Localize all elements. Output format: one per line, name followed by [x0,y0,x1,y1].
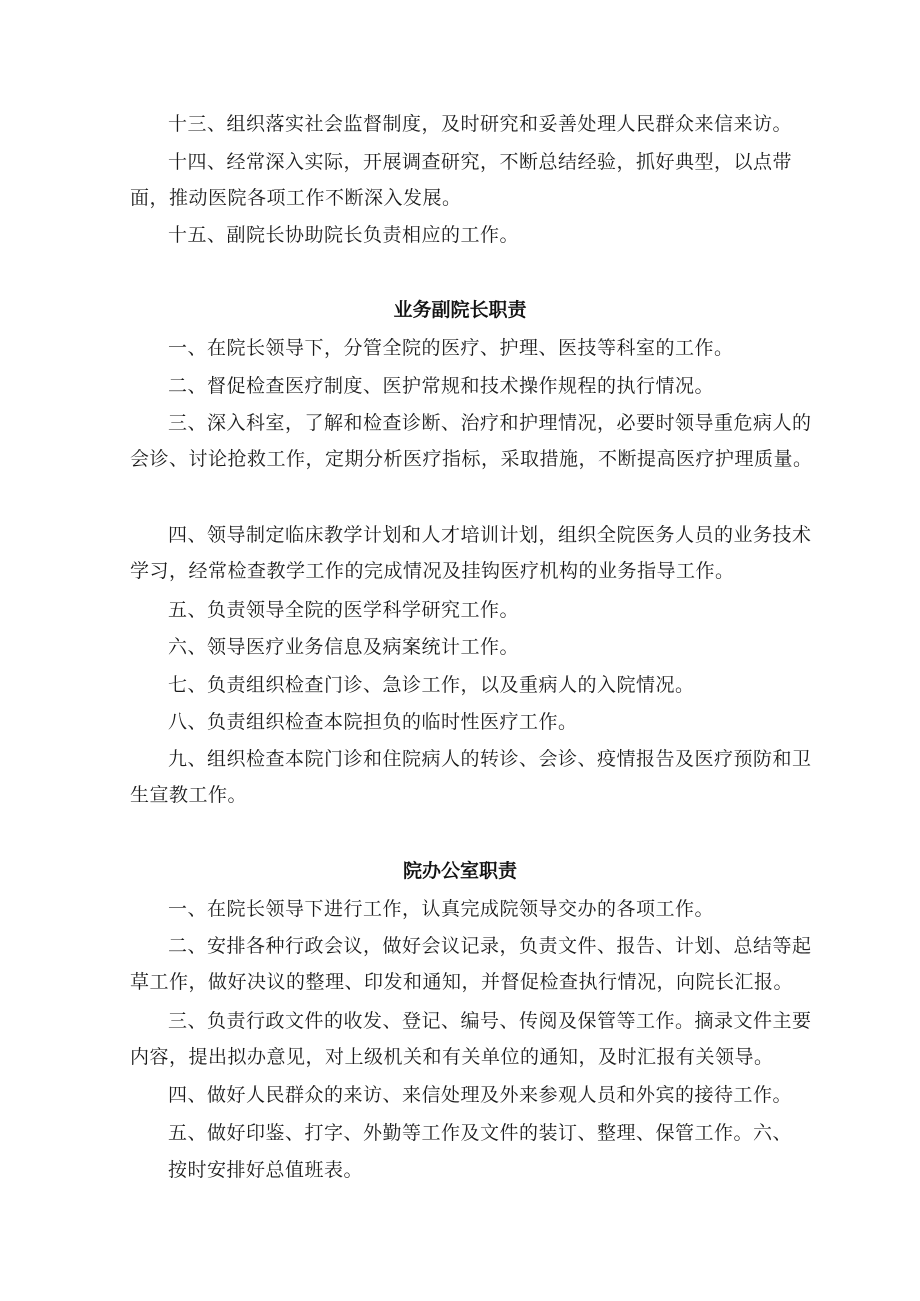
paragraph-item-13: 十三、组织落实社会监督制度，及时研究和妥善处理人民群众来信来访。 [168,113,793,135]
paragraph-item-8: 八、负责组织检查本院担负的临时性医疗工作。 [168,711,578,733]
paragraph-item-3: 三、深入科室，了解和检查诊断、治疗和护理情况，必要时领导重危病人的会诊、讨论抢救工作，定期分析医疗指标，采取措施，不断提高医疗护理质量。 [130,412,813,470]
paragraph-item-9: 九、组织检查本院门诊和住院病人的转诊、会诊、疫情报告及医疗预防和卫生宣教工作。 [130,748,812,806]
paragraph-item-14: 十四、经常深入实际，开展调查研究，不断总结经验，抓好典型，以点带面，推动医院各项工作不断深入发展。 [130,151,793,209]
paragraph-item-5-line-1: 五、做好印鉴、打字、外勤等工作及文件的装订、整理、保管工作。六、 [168,1122,793,1144]
paragraph-item-3: 三、负责行政文件的收发、登记、编号、传阅及保管等工作。摘录文件主要内容，提出拟办意见，对上级机关和有关单位的通知，及时汇报有关领导。 [130,1010,812,1068]
paragraph-item-1: 一、在院长领导下进行工作，认真完成院领导交办的各项工作。 [168,898,715,920]
paragraph-item-2: 二、督促检查医疗制度、医护常规和技术操作规程的执行情况。 [168,375,715,397]
paragraph-item-5-line-2: 按时安排好总值班表。 [168,1159,364,1181]
paragraph-item-2: 二、安排各种行政会议，做好会议记录，负责文件、报告、计划、总结等起草工作，做好决议的整理、印发和通知，并督促检查执行情况，向院长汇报。 [130,935,812,993]
paragraph-item-6: 六、领导医疗业务信息及病案统计工作。 [168,636,520,658]
paragraph-item-4: 四、做好人民群众的来访、来信处理及外来参观人员和外宾的接待工作。 [168,1084,793,1106]
section-title-business-vice-president: 业务副院长职责 [393,299,527,321]
section-title-office: 院办公室职责 [402,860,517,882]
paragraph-item-1: 一、在院长领导下，分管全院的医疗、护理、医技等科室的工作。 [168,337,734,359]
paragraph-item-5: 五、负责领导全院的医学科学研究工作。 [168,599,520,621]
paragraph-item-4: 四、领导制定临床教学计划和人才培训计划，组织全院医务人员的业务技术学习，经常检查教学工作的完成情况及挂钩医疗机构的业务指导工作。 [130,524,812,582]
paragraph-item-7: 七、负责组织检查门诊、急诊工作，以及重病人的入院情况。 [168,674,695,696]
paragraph-item-15: 十五、副院长协助院长负责相应的工作。 [168,224,520,246]
